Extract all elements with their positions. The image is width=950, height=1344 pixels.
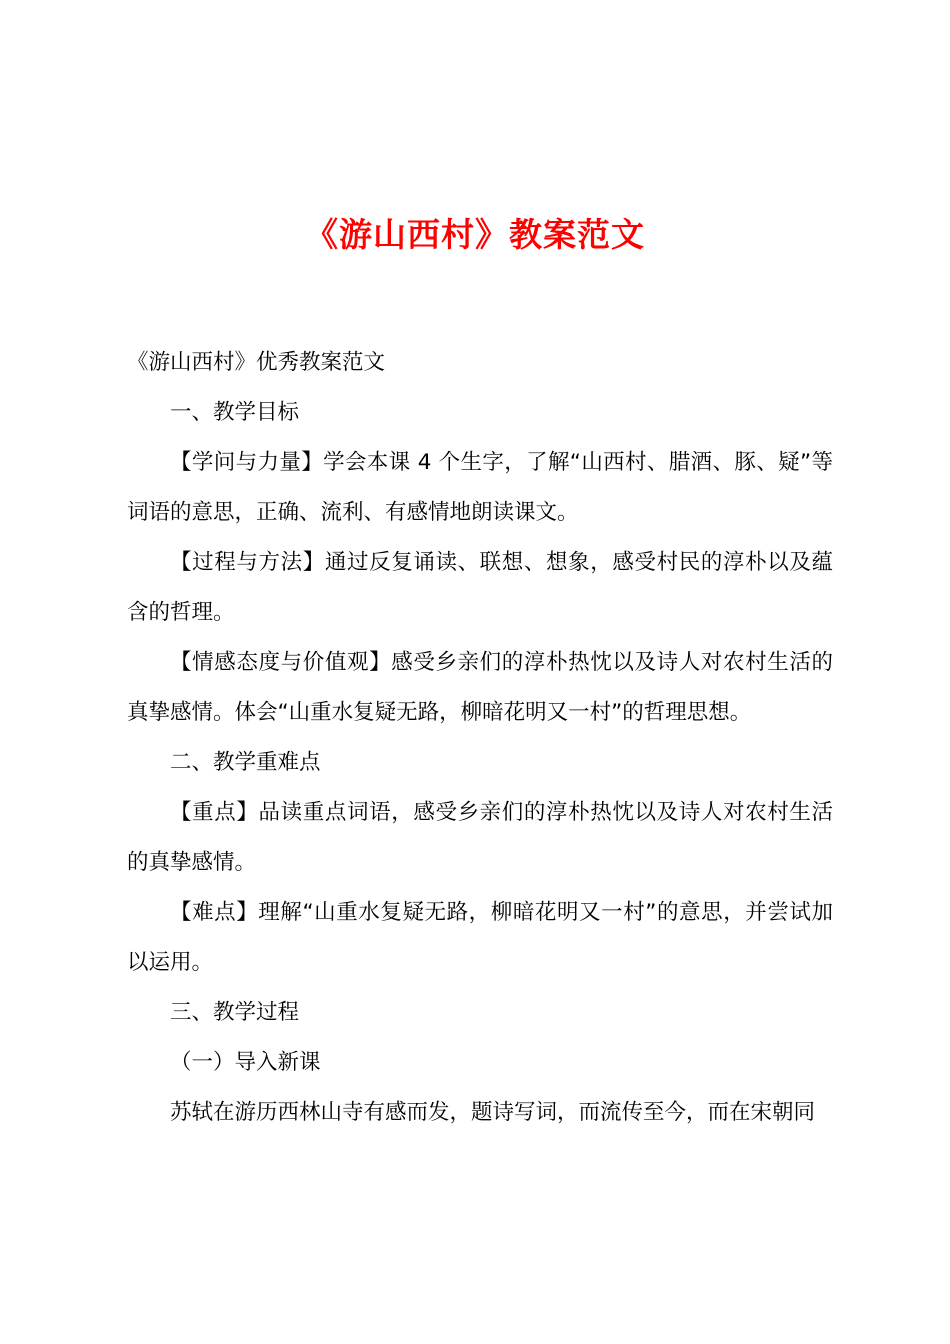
subsection-heading-introduction: （一）导入新课 — [170, 1050, 321, 1075]
section-heading-objectives: 一、教学目标 — [170, 400, 300, 425]
section-heading-key-points: 二、教学重难点 — [170, 750, 321, 775]
paragraph-emotion-attitude: 【情感态度与价值观】感受乡亲们的淳朴热忱以及诗人对农村生活的真挚感情。体会“山重水复疑无路，柳暗花明又一村”的哲理思想。 — [127, 650, 833, 725]
section-heading-teaching-process: 三、教学过程 — [170, 1000, 300, 1025]
paragraph-introduction: 苏轼在游历西林山寺有感而发，题诗写词，而流传至今，而在宋朝同 — [170, 1100, 816, 1125]
document-title: 《游山西村》教案范文 — [305, 215, 645, 254]
document-body — [127, 338, 833, 1138]
doc-subtitle: 《游山西村》优秀教案范文 — [127, 350, 386, 375]
paragraph-process-method: 【过程与方法】通过反复诵读、联想、想象，感受村民的淳朴以及蕴含的哲理。 — [127, 550, 833, 625]
paragraph-key-point: 【重点】品读重点词语，感受乡亲们的淳朴热忱以及诗人对农村生活的真挚感情。 — [127, 800, 833, 875]
paragraph-knowledge-ability: 【学问与力量】学会本课 4 个生字，了解“山西村、腊酒、豚、疑”等词语的意思，正确、流利、有感情地朗读课文。 — [127, 450, 833, 525]
paragraph-difficult-point: 【难点】理解“山重水复疑无路，柳暗花明又一村”的意思，并尝试加以运用。 — [127, 900, 833, 975]
